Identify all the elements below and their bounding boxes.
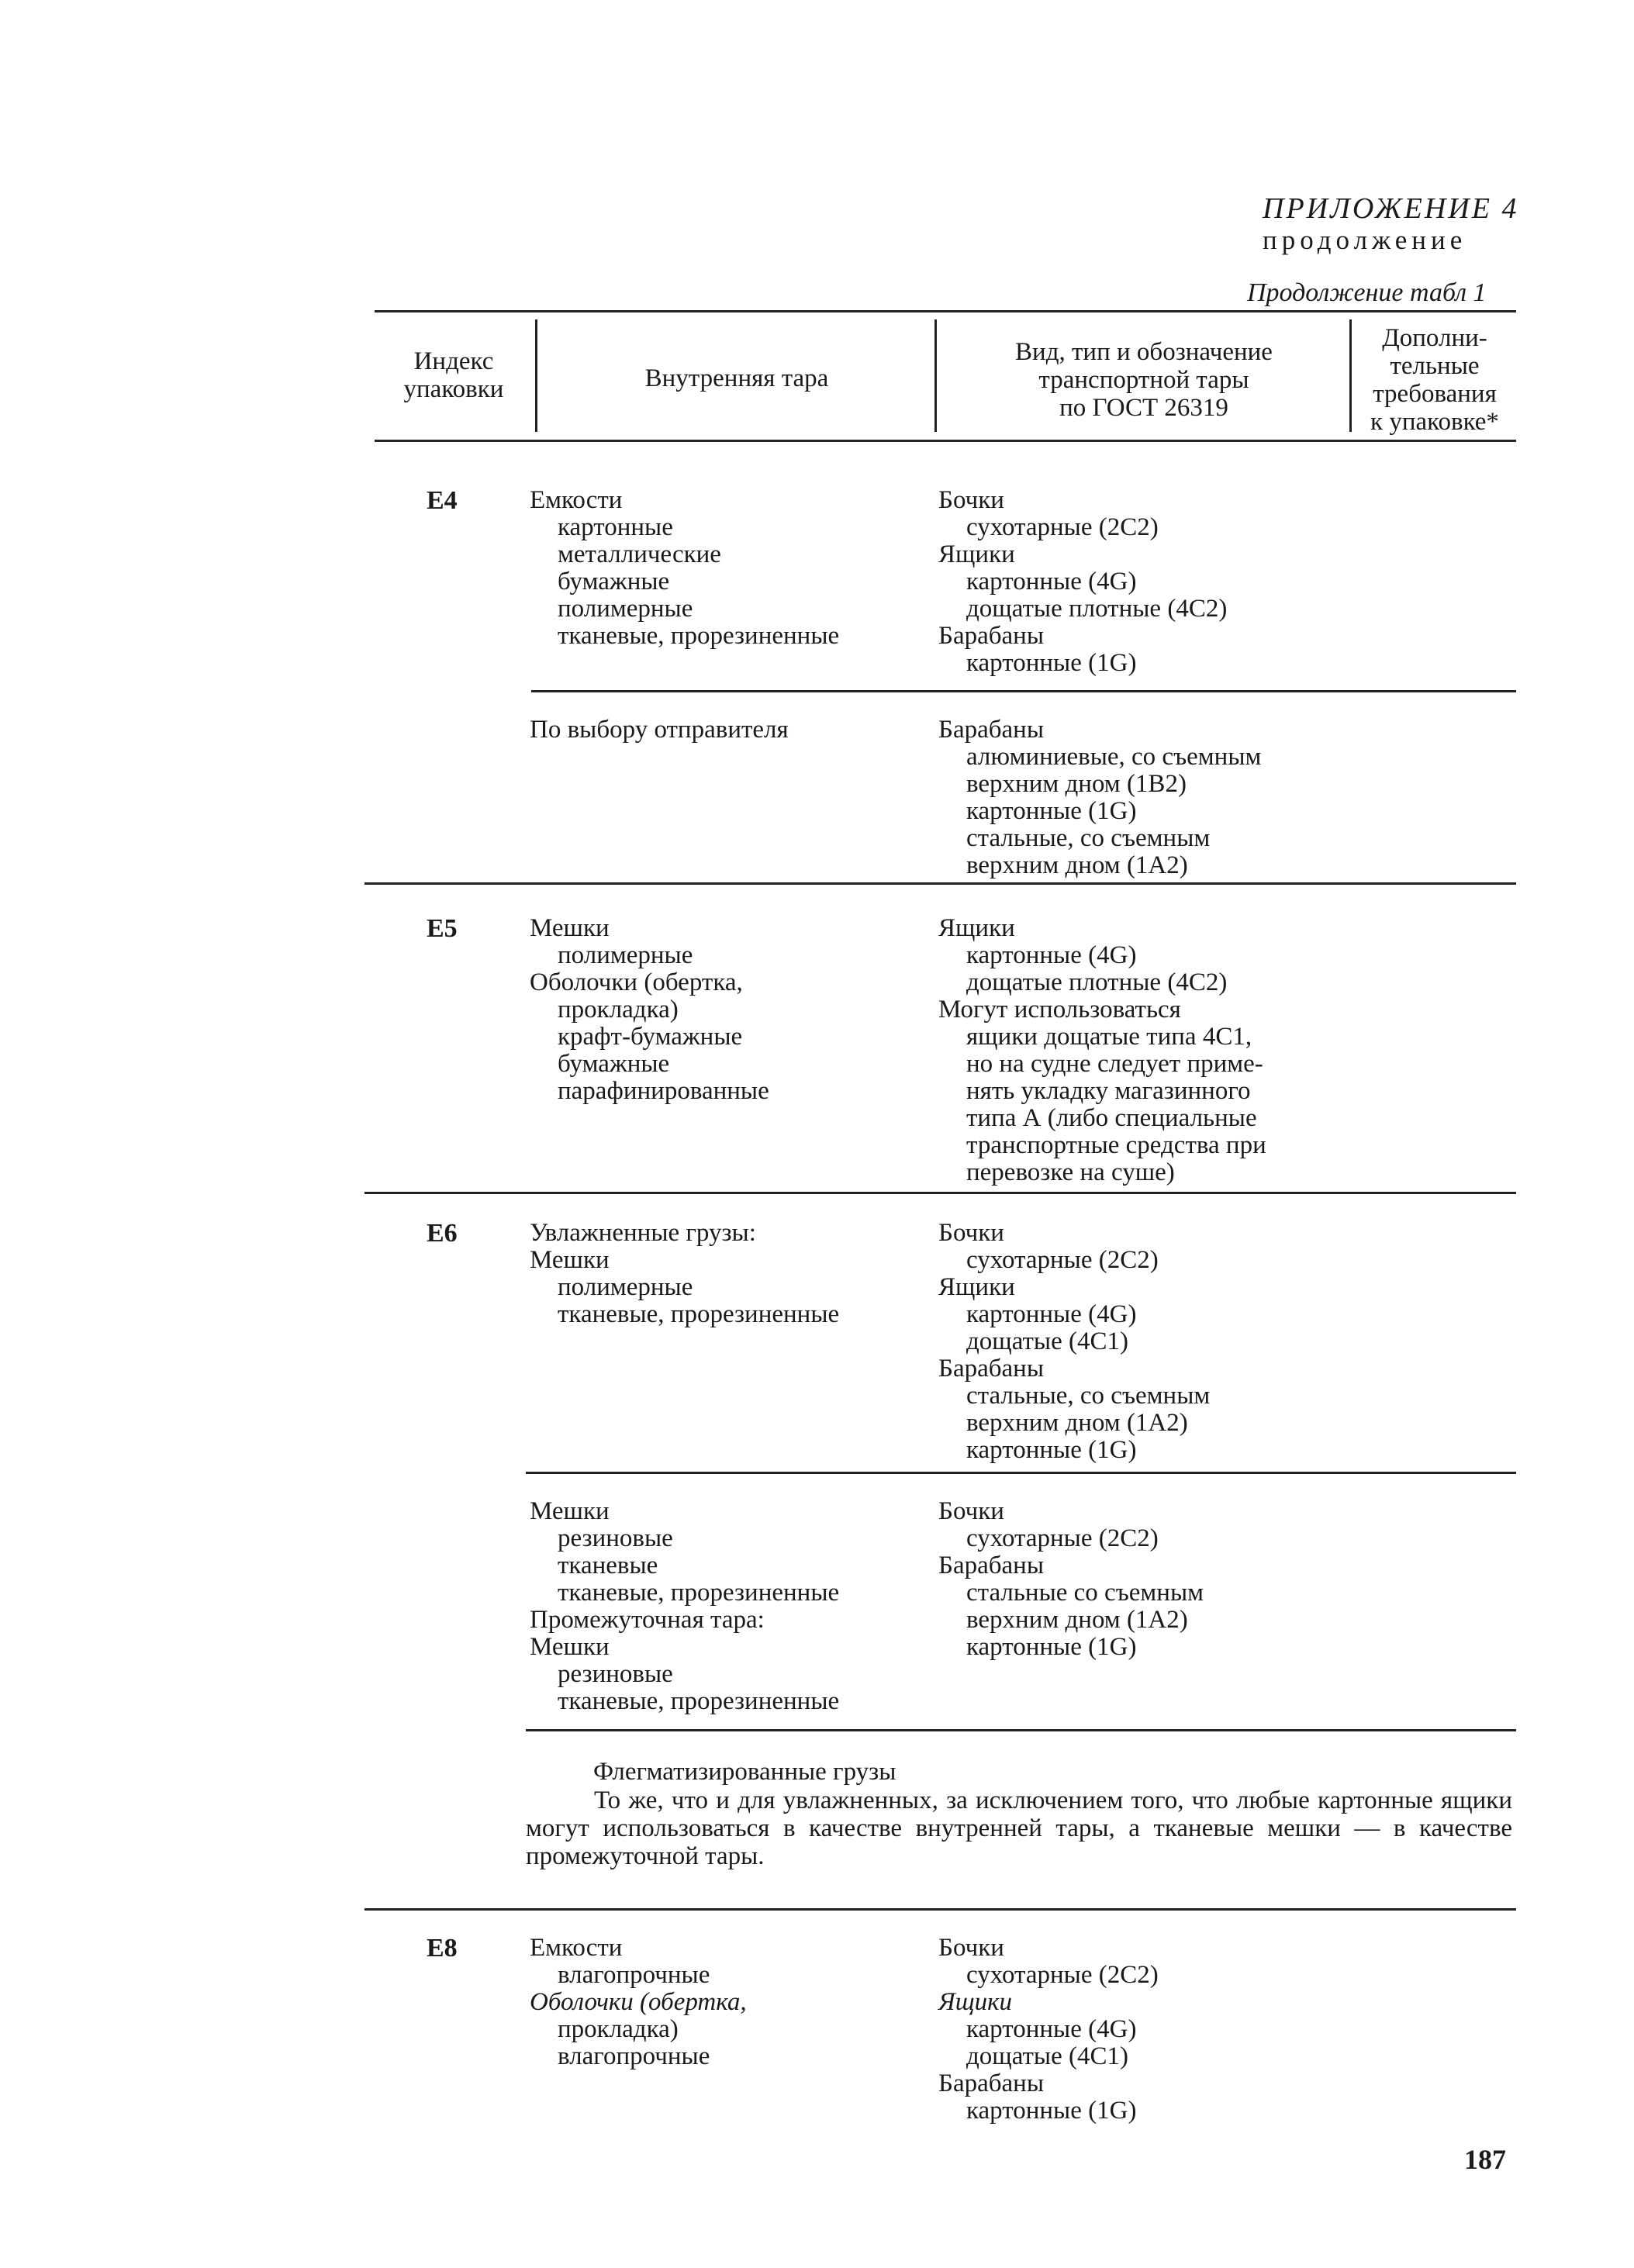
inner-packaging-line: полимерные [558,1273,693,1301]
table-header-bottom-rule [375,440,1516,442]
inner-packaging-line: резиновые [558,1660,673,1688]
inner-packaging-line: тканевые, прорезиненные [558,622,840,650]
inner-packaging-line: бумажные [558,1050,670,1078]
subgroup-rule [526,1472,1516,1474]
table-continuation-label: Продолжение табл 1 [1247,278,1487,307]
transport-packaging-cell [938,915,1266,1186]
inner-packaging-line: резиновые [558,1524,673,1552]
transport-packaging-line: Бочки [938,486,1004,514]
transport-packaging-line: сухотарные (2С2) [966,1961,1159,1989]
appendix-title: ПРИЛОЖЕНИЕ 4 [1263,192,1519,225]
inner-packaging-line: влагопрочные [558,2042,710,2070]
inner-packaging-line: металлические [558,540,721,568]
transport-packaging-line: алюминиевые, со съемным [966,743,1262,771]
transport-packaging-line: типа А (либо специальные [966,1104,1257,1132]
transport-packaging-line: ящики дощатые типа 4С1, [966,1023,1252,1051]
row-rule [364,882,1516,885]
transport-packaging-line: Барабаны [938,2070,1045,2097]
transport-packaging-line: стальные, со съемным [966,1382,1211,1410]
inner-packaging-line: бумажные [558,568,670,595]
column-divider [934,319,937,432]
inner-packaging-line: Увлажненные грузы: [530,1219,756,1247]
transport-packaging-line: Ящики [938,540,1015,568]
inner-packaging-line: Мешки [530,1246,610,1274]
transport-packaging-line: транспортные средства при [966,1131,1266,1159]
inner-packaging-cell [530,487,839,650]
transport-packaging-line: дощатые плотные (4С2) [966,968,1228,996]
transport-packaging-line: перевозке на суше) [966,1158,1175,1186]
transport-packaging-line: стальные, со съемным [966,824,1211,852]
inner-packaging-line: Мешки [530,1633,610,1661]
row-rule [364,1908,1516,1911]
inner-packaging-line: Оболочки (обертка, [530,1988,747,2016]
transport-packaging-line: стальные со съемным [966,1579,1204,1607]
inner-packaging-line: прокладка) [558,2015,679,2043]
transport-packaging-cell [938,1498,1204,1661]
inner-packaging-line: влагопрочные [558,1961,710,1989]
transport-packaging-line: Барабаны [938,1552,1045,1579]
inner-packaging-line: Емкости [530,486,623,514]
inner-packaging-line: крафт-бумажные [558,1023,743,1051]
inner-packaging-line: тканевые, прорезиненные [558,1300,840,1328]
transport-packaging-line: Бочки [938,1934,1004,1962]
inner-packaging-line: парафинированные [558,1077,769,1105]
inner-packaging-cell [530,1935,747,2070]
transport-packaging-line: Могут использоваться [938,996,1181,1024]
transport-packaging-line: картонные (1G) [966,2097,1137,2125]
inner-packaging-line: тканевые, прорезиненные [558,1687,840,1715]
note-title: Флегматизированные грузы [593,1758,896,1786]
column-header-index: Индекс упаковки [403,347,504,403]
inner-packaging-cell [530,915,769,1105]
transport-packaging-line: сухотарные (2С2) [966,513,1159,541]
row-rule [364,1192,1516,1194]
transport-packaging-cell [938,1935,1159,2125]
transport-packaging-line: Ящики [938,1988,1013,2016]
column-divider [535,319,537,432]
transport-packaging-line: картонные (4G) [966,2015,1137,2043]
transport-packaging-line: Бочки [938,1219,1004,1247]
transport-packaging-line: Барабаны [938,716,1045,744]
note-paragraph: То же, что и для увлажненных, за исключением того, что любые картонные ящики могут использоваться в качестве внутренней тары, а тканевые мешки — в качестве промежуточной тары. [526,1786,1512,1870]
transport-packaging-line: верхним дном (1А2) [966,1409,1188,1437]
inner-packaging-line: Мешки [530,1497,610,1525]
column-header-requirements: Дополни- тельные требования к упаковке* [1370,324,1499,436]
inner-packaging-line: картонные [558,513,673,541]
page-number: 187 [1464,2144,1506,2175]
transport-packaging-line: Бочки [938,1497,1004,1525]
transport-packaging-line: сухотарные (2С2) [966,1524,1159,1552]
transport-packaging-line: картонные (1G) [966,797,1137,825]
inner-packaging-line: Мешки [530,914,610,942]
transport-packaging-line: верхним дном (1А2) [966,1606,1188,1634]
transport-packaging-line: сухотарные (2С2) [966,1246,1159,1274]
inner-packaging-line: тканевые [558,1552,658,1579]
inner-packaging-cell [530,716,789,744]
subgroup-rule [531,690,1516,692]
transport-packaging-line: картонные (1G) [966,1633,1137,1661]
transport-packaging-line: верхним дном (1В2) [966,770,1187,798]
inner-packaging-line: полимерные [558,595,693,623]
column-header-inner: Внутренняя тара [644,364,829,392]
transport-packaging-line: картонные (1G) [966,1436,1137,1464]
inner-packaging-line: полимерные [558,941,693,969]
row-index: E8 [427,1934,458,1962]
row-index: E4 [427,486,458,515]
table-top-rule [375,310,1516,312]
transport-packaging-line: Ящики [938,914,1015,942]
transport-packaging-line: картонные (4G) [966,1300,1137,1328]
transport-packaging-line: верхним дном (1А2) [966,851,1188,879]
transport-packaging-line: дощатые (4С1) [966,2042,1128,2070]
inner-packaging-cell [530,1220,839,1328]
inner-packaging-cell [530,1498,839,1715]
inner-packaging-line: Промежуточная тара: [530,1606,765,1634]
transport-packaging-cell [938,716,1261,879]
column-divider [1349,319,1352,432]
inner-packaging-line: Оболочки (обертка, [530,968,743,996]
column-header-transport: Вид, тип и обозначение транспортной тары по ГОСТ 26319 [1015,338,1273,422]
transport-packaging-line: дощатые плотные (4С2) [966,595,1228,623]
transport-packaging-line: нять укладку магазинного [966,1077,1251,1105]
transport-packaging-line: картонные (4G) [966,568,1137,595]
subgroup-rule [526,1729,1516,1731]
transport-packaging-line: но на судне следует приме- [966,1050,1263,1078]
transport-packaging-line: Ящики [938,1273,1015,1301]
transport-packaging-line: картонные (4G) [966,941,1137,969]
row-index: E6 [427,1219,458,1248]
transport-packaging-cell [938,1220,1210,1464]
transport-packaging-line: картонные (1G) [966,649,1137,677]
row-index: E5 [427,914,458,943]
inner-packaging-line: прокладка) [558,996,679,1024]
transport-packaging-line: Барабаны [938,1355,1045,1383]
transport-packaging-line: Барабаны [938,622,1045,650]
inner-packaging-line: тканевые, прорезиненные [558,1579,840,1607]
transport-packaging-line: дощатые (4С1) [966,1327,1128,1355]
inner-packaging-line: Емкости [530,1934,623,1962]
transport-packaging-cell [938,487,1227,677]
inner-packaging-line: По выбору отправителя [530,716,789,744]
continuation-label: продолжение [1263,225,1467,255]
